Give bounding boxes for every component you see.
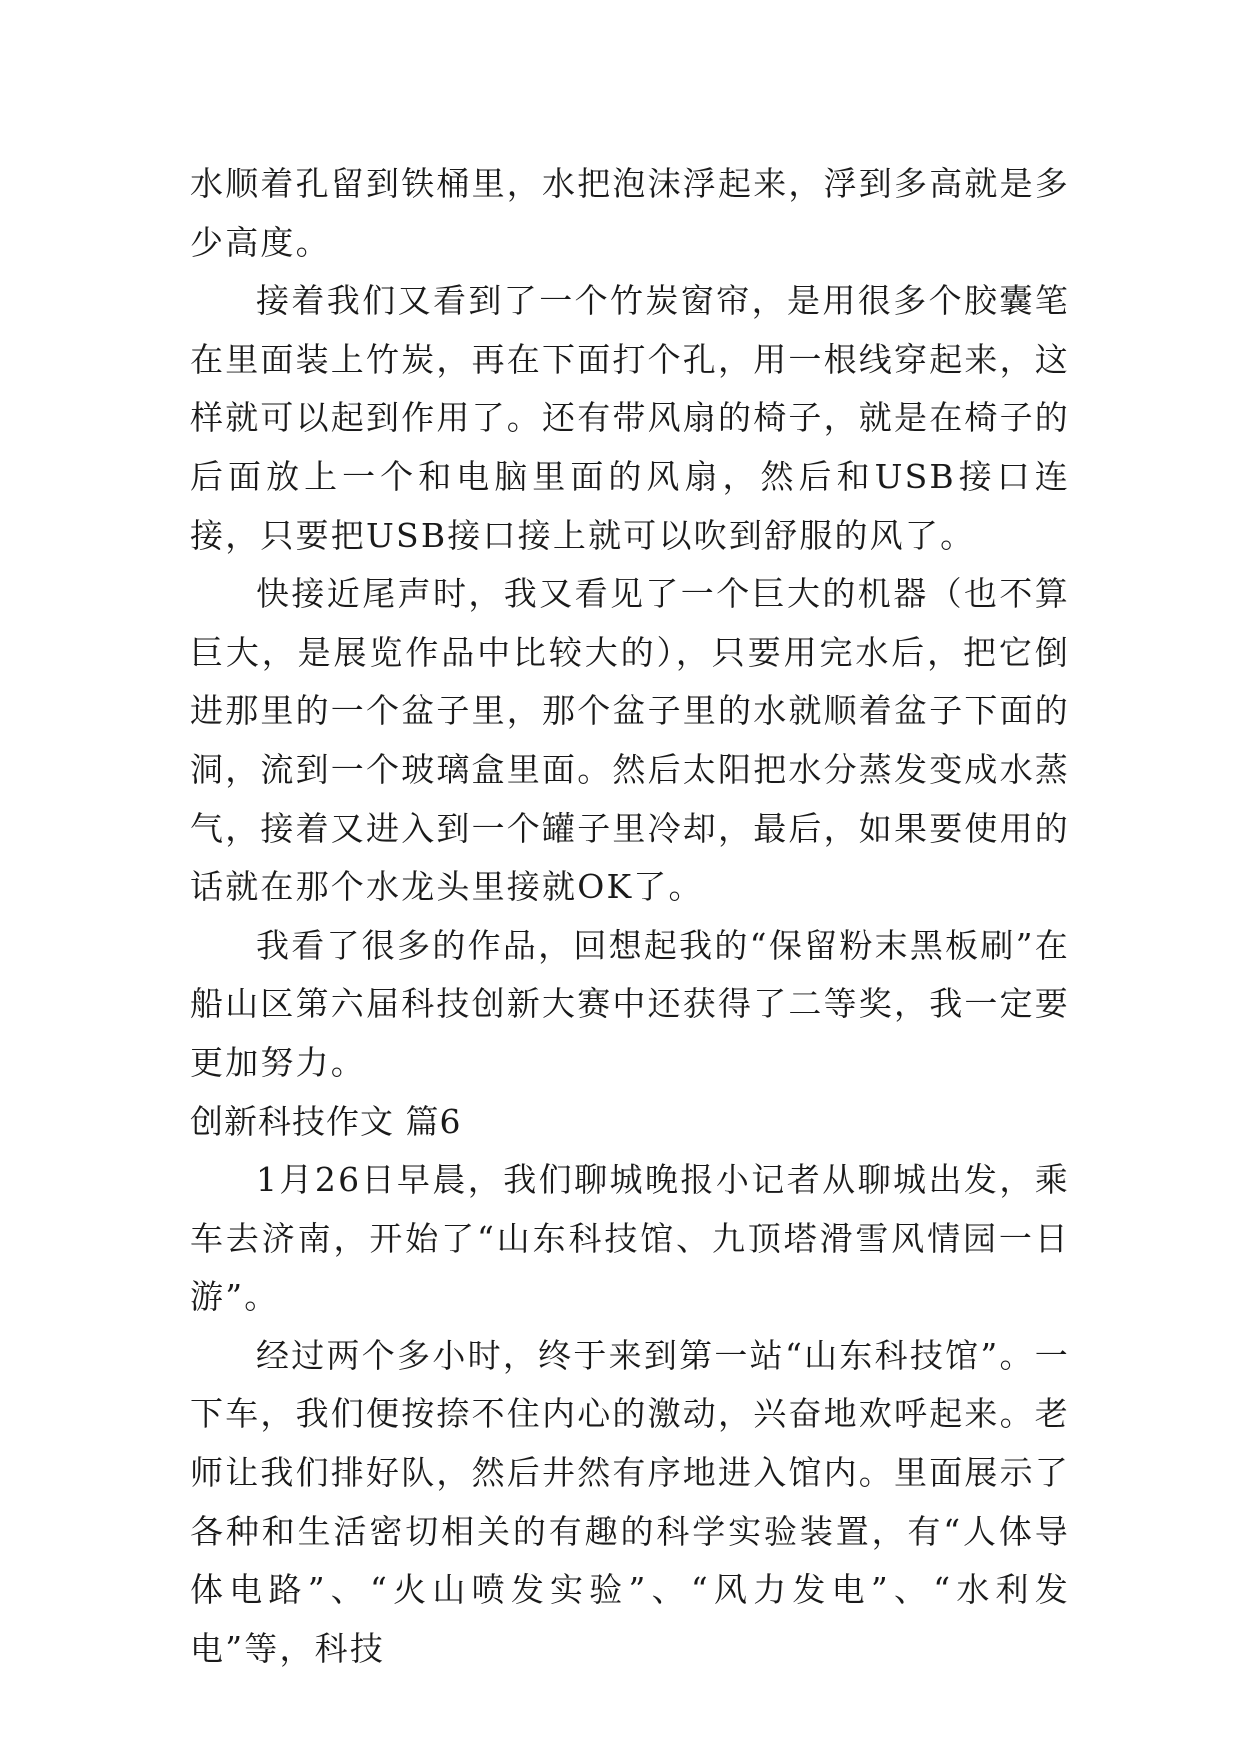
paragraph-water-bucket: 水顺着孔留到铁桶里，水把泡沫浮起来，浮到多高就是多少高度。 <box>190 164 1070 262</box>
paragraph-trip-start: 1月26日早晨，我们聊城晚报小记者从聊城出发，乘车去济南，开始了“山东科技馆、九顶塔滑雪风情园一日游”。 <box>190 1160 1070 1317</box>
paragraph-science-museum: 经过两个多小时，终于来到第一站“山东科技馆”。一下车，我们便按捺不住内心的激动，兴奋地欢呼起来。老师让我们排好队，然后井然有序地进入馆内。里面展示了各种和生活密切相关的有趣的科学实验装置，有“人体导体电路”、“火山喷发实验”、“风力发电”、“水利发电”等，科技 <box>190 1335 1070 1668</box>
paragraph-large-machine: 快接近尾声时，我又看见了一个巨大的机器（也不算巨大，是展览作品中比较大的），只要用完水后，把它倒进那里的一个盆子里，那个盆子里的水就顺着盆子下面的洞，流到一个玻璃盒里面。然后太阳把水分蒸发变成水蒸气，接着又进入到一个罐子里冷却，最后，如果要使用的话就在那个水龙头里接就OK了。 <box>190 574 1070 907</box>
section-title: 创新科技作文 篇6 <box>190 1101 462 1141</box>
paragraph-reflection: 我看了很多的作品，回想起我的“保留粉末黑板刷”在船山区第六届科技创新大赛中还获得了二等奖，我一定要更加努力。 <box>190 925 1070 1082</box>
paragraph-bamboo-curtain: 接着我们又看到了一个竹炭窗帘，是用很多个胶囊笔在里面装上竹炭，再在下面打个孔，用一根线穿起来，这样就可以起到作用了。还有带风扇的椅子，就是在椅子的后面放上一个和电脑里面的风扇，然后和USB接口连接，只要把USB接口接上就可以吹到舒服的风了。 <box>190 281 1070 555</box>
document-body <box>190 155 1070 1678</box>
